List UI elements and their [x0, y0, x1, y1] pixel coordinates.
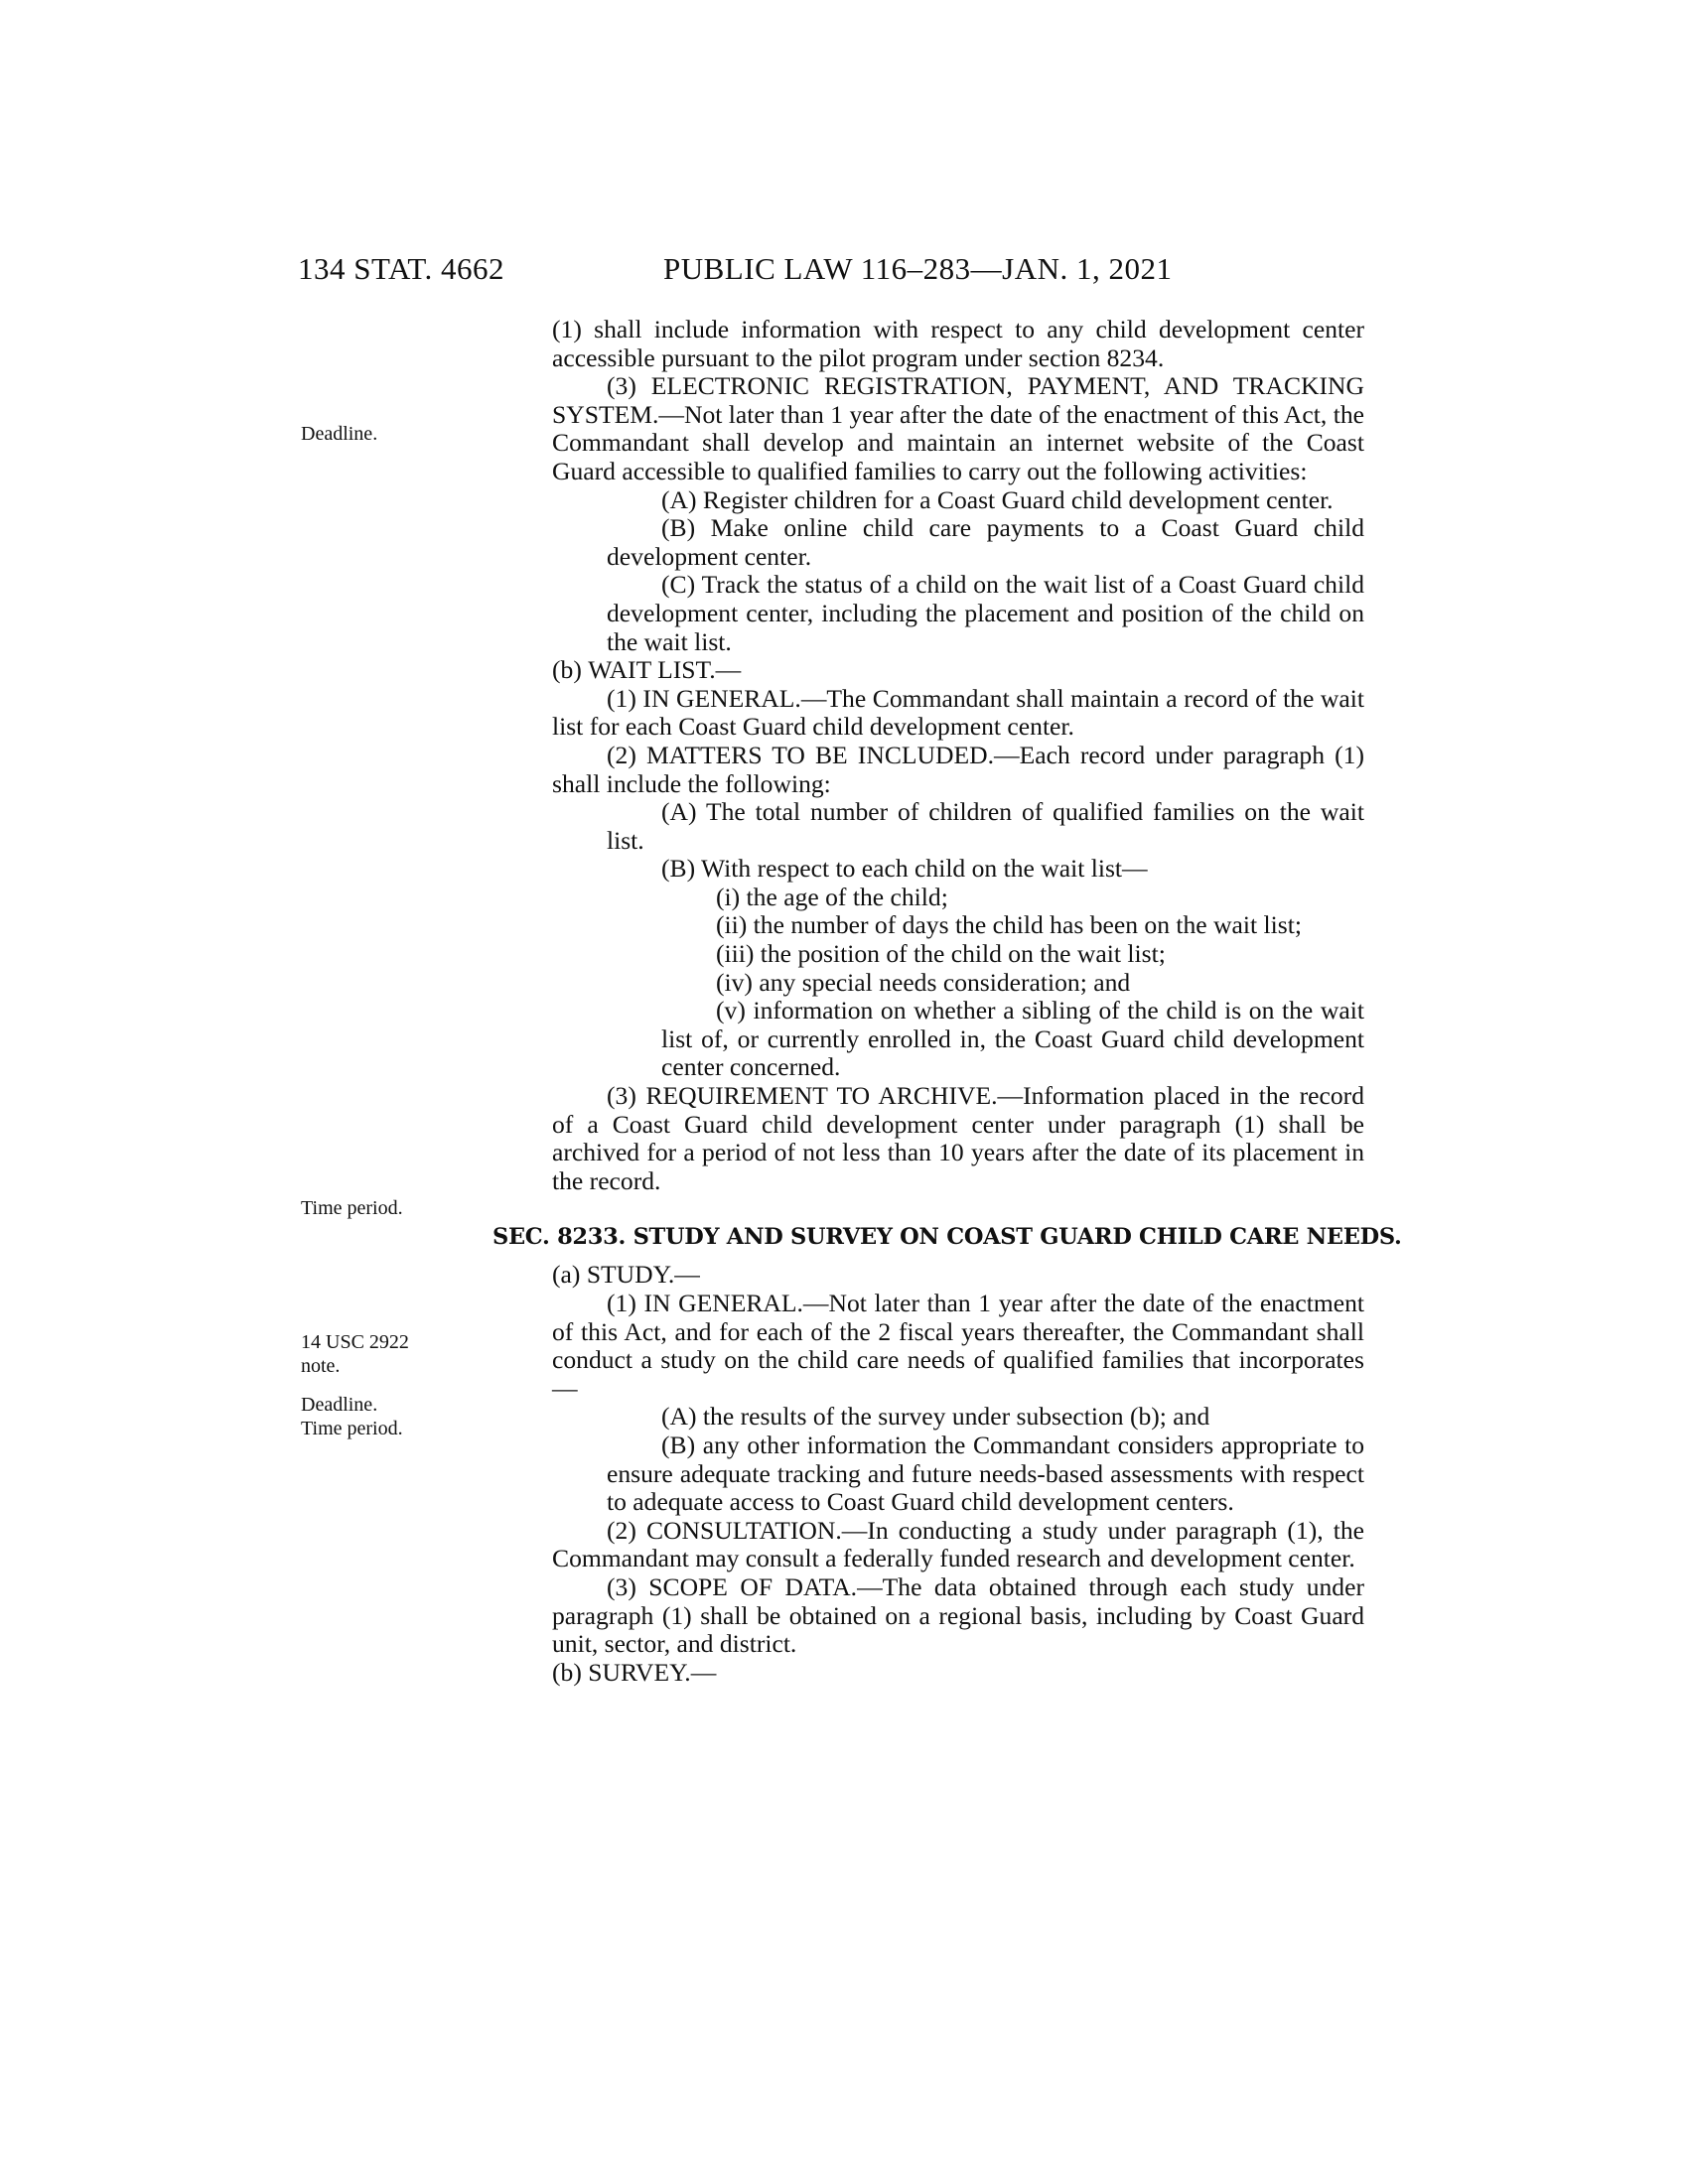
- paragraph: [552, 656, 1364, 685]
- paragraph-text: —Not later than 1 year after the date of the enactment of this Act, the Commandant shall develop and maintain an internet website of the Coast Guard accessible to qualified families to carry out the following activities:: [552, 399, 1364, 485]
- paragraph-dash: —: [690, 1657, 717, 1687]
- paragraph-number: (3): [607, 1571, 649, 1601]
- page-reference: 134 STAT. 4662: [298, 251, 505, 286]
- paragraph-heading: IN GENERAL.: [643, 1289, 803, 1317]
- paragraph-number: (3): [607, 1081, 646, 1111]
- margin-note-deadline-2: Deadline.: [301, 1394, 378, 1416]
- statute-body: [492, 315, 1402, 1687]
- section-heading: SEC. 8233. STUDY AND SURVEY ON COAST GUARD CHILD CARE NEEDS.: [492, 1224, 1402, 1251]
- paragraph: (C) Track the status of a child on the wait list of a Coast Guard child development center, including the placement and position of the child on the wait list.: [607, 570, 1364, 656]
- paragraph-text: —Each record under paragraph (1) shall include the following:: [552, 740, 1364, 798]
- paragraph-text: —Information placed in the record of a Coast Guard child development center under paragraph (1) shall be archived for a period of not less than 10 years after the date of its placement in the record.: [552, 1081, 1364, 1195]
- paragraph: [552, 1659, 1364, 1688]
- paragraph: [552, 742, 1364, 798]
- paragraph: (A) Register children for a Coast Guard child development center.: [661, 484, 1334, 514]
- paragraph-heading: SCOPE OF DATA.: [648, 1571, 858, 1601]
- paragraph: [552, 1517, 1364, 1573]
- paragraph: (A) the results of the survey under subsection (b); and: [661, 1402, 1210, 1432]
- margin-note-time-period: Time period.: [301, 1197, 403, 1219]
- paragraph: [552, 685, 1364, 742]
- paragraph: (1) shall include information with respect to any child development center accessible pursuant to the pilot program under section 8234.: [552, 315, 1364, 372]
- paragraph-number: (a): [552, 1260, 587, 1290]
- paragraph: (i) the age of the child;: [716, 882, 948, 911]
- paragraph: (iv) any special needs consideration; and: [716, 967, 1131, 997]
- paragraph: (B) With respect to each child on the wait list—: [661, 854, 1148, 884]
- paragraph-dash: —: [674, 1260, 700, 1290]
- paragraph-number: (1): [607, 1289, 644, 1317]
- paragraph: [552, 1290, 1364, 1403]
- paragraph-text: —In conducting a study under paragraph (1), the Commandant may consult a federally funded research and development center.: [552, 1515, 1364, 1573]
- paragraph: (ii) the number of days the child has been on the wait list;: [716, 910, 1302, 940]
- paragraph-heading: CONSULTATION.: [645, 1515, 842, 1545]
- subsection-heading: SURVEY.: [588, 1657, 691, 1687]
- paragraph-heading: MATTERS TO BE INCLUDED.: [645, 740, 994, 769]
- paragraph-number: (b): [552, 1657, 589, 1687]
- paragraph-heading: REQUIREMENT TO ARCHIVE.: [645, 1081, 998, 1111]
- subsection-heading: STUDY.: [586, 1260, 675, 1290]
- paragraph: [552, 1261, 1364, 1290]
- paragraph: [552, 1082, 1364, 1195]
- subsection-heading: WAIT LIST.: [588, 655, 716, 685]
- paragraph: [552, 1573, 1364, 1659]
- paragraph-number: (2): [607, 1515, 646, 1545]
- paragraph: [552, 372, 1364, 485]
- paragraph-dash: —: [715, 655, 742, 685]
- margin-note-deadline: Deadline.: [301, 423, 378, 445]
- paragraph-number: (1): [607, 683, 643, 713]
- paragraph: (v) information on whether a sibling of the child is on the wait list of, or currently enrolled in, the Coast Guard child development center concerned.: [661, 996, 1364, 1082]
- paragraph-number: (2): [607, 740, 646, 769]
- paragraph: (A) The total number of children of qualified families on the wait list.: [607, 797, 1364, 855]
- paragraph-heading: IN GENERAL.: [642, 683, 801, 713]
- paragraph: (B) any other information the Commandant considers appropriate to ensure adequate tracking and future needs-based assessments with respect to adequate access to Coast Guard child development centers.: [607, 1430, 1364, 1517]
- paragraph-number: (b): [552, 655, 589, 685]
- paragraph: (iii) the position of the child on the wait list;: [716, 939, 1166, 969]
- paragraph: (B) Make online child care payments to a Coast Guard child development center.: [607, 513, 1364, 571]
- margin-note-usc-reference: 14 USC 2922 note.: [301, 1331, 409, 1377]
- paragraph-text: —Not later than 1 year after the date of the enactment of this Act, and for each of the 2 fiscal years thereafter, the Commandant shall conduct a study on the child care needs of qualified families that incorporates—: [552, 1289, 1364, 1403]
- paragraph-text: —The data obtained through each study under paragraph (1) shall be obtained on a regional basis, including by Coast Guard unit, sector, and district.: [552, 1571, 1364, 1659]
- paragraph-text: —The Commandant shall maintain a record of the wait list for each Coast Guard child development center.: [552, 683, 1364, 742]
- running-header-title: PUBLIC LAW 116–283—JAN. 1, 2021: [663, 251, 1173, 286]
- margin-note-time-period-2: Time period.: [301, 1418, 403, 1439]
- paragraph-heading: (3) ELECTRONIC REGISTRATION, PAYMENT, AND TRACKING SYSTEM.: [552, 371, 1364, 429]
